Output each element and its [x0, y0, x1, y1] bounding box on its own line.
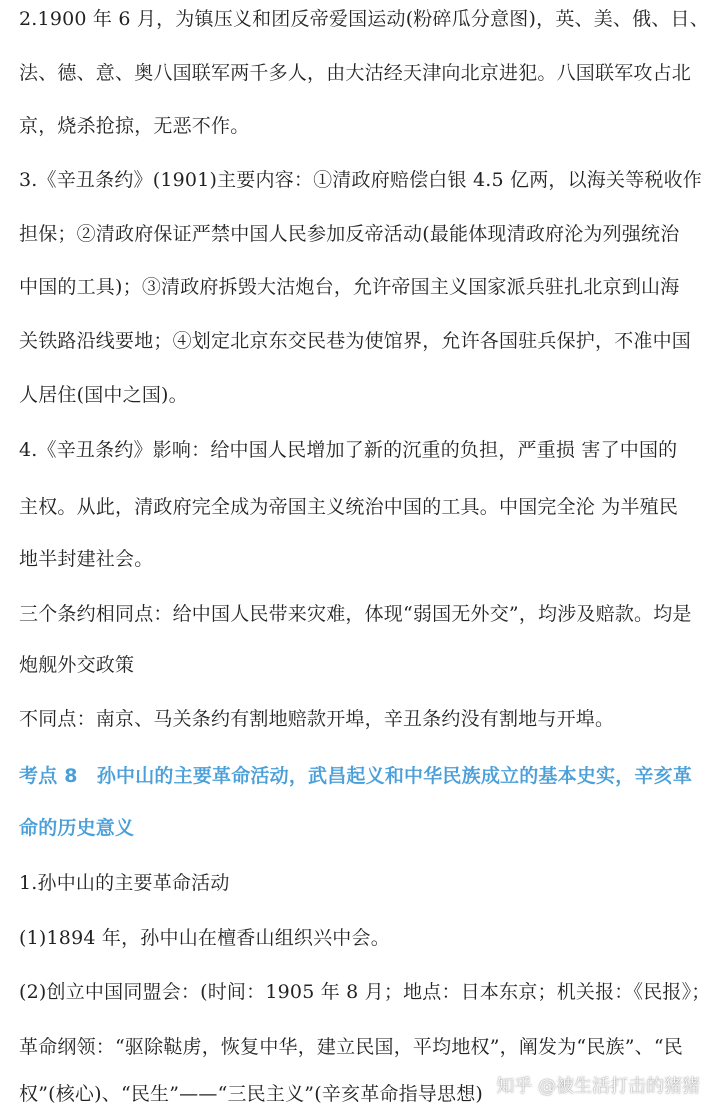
text-line: 炮舰外交政策 [19, 654, 135, 676]
text-line: 主权。从此，清政府完全成为帝国主义统治中国的工具。中国完全沦 为半殖民 [19, 496, 679, 518]
text-line: 中国的工具)；③清政府拆毁大沽炮台，允许帝国主义国家派兵驻扎北京到山海 [19, 276, 680, 298]
text-line: 地半封建社会。 [19, 548, 154, 570]
text-line: 法、德、意、奥八国联军两千多人，由大沽经天津向北京进犯。八国联军攻占北 [19, 62, 692, 84]
section-heading: 考点 8 孙中山的主要革命活动，武昌起义和中华民族成立的基本史实，辛亥革 [19, 765, 693, 787]
text-line: 三个条约相同点：给中国人民带来灾难，体现“弱国无外交”，均涉及赔款。均是 [19, 603, 692, 625]
section-heading: 命的历史意义 [19, 817, 135, 839]
text-line: 4.《辛丑条约》影响：给中国人民增加了新的沉重的负担，严重损 害了中国的 [19, 439, 678, 461]
text-line: 2.1900 年 6 月，为镇压义和团反帝爱国运动(粉碎瓜分意图)，英、美、俄、日、 [19, 8, 709, 30]
text-line: 权”(核心)、“民生”——“三民主义”(辛亥革命指导思想) [19, 1083, 484, 1105]
text-line: 担保；②清政府保证严禁中国人民参加反帝活动(最能体现清政府沦为列强统治 [19, 223, 680, 245]
zhihu-watermark: 知乎 @被生活打击的猪猪 [496, 1076, 700, 1097]
text-line: (2)创立中国同盟会：(时间：1905 年 8 月；地点：日本东京；机关报：《民报》； [19, 981, 711, 1003]
text-line: 革命纲领：“驱除鞑虏，恢复中华，建立民国，平均地权”，阐发为“民族”、“民 [19, 1036, 683, 1058]
text-line: 人居住(国中之国)。 [19, 384, 188, 406]
subheading: 1.孙中山的主要革命活动 [19, 872, 230, 894]
text-line: 不同点：南京、马关条约有割地赔款开埠，辛丑条约没有割地与开埠。 [19, 708, 615, 730]
text-line: 3.《辛丑条约》(1901)主要内容：①清政府赔偿白银 4.5 亿两，以海关等税收作 [19, 169, 703, 191]
text-line: 京，烧杀抢掠，无恶不作。 [19, 115, 250, 137]
text-line: (1)1894 年，孙中山在檀香山组织兴中会。 [19, 927, 390, 949]
text-line: 关铁路沿线要地；④划定北京东交民巷为使馆界，允许各国驻兵保护，不准中国 [19, 330, 692, 352]
